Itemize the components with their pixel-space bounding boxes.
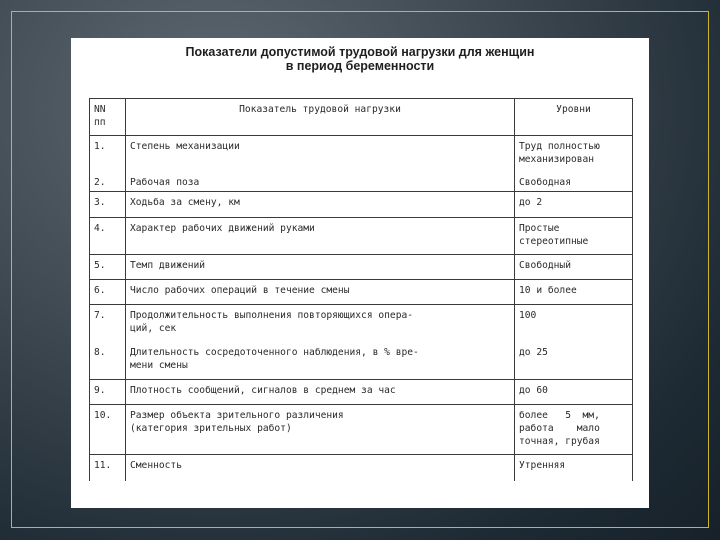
row-parameter: Размер объекта зрительного различения (категория зрительных работ) <box>126 405 515 455</box>
row-level: до 2 <box>515 192 633 218</box>
row-number: 4. <box>90 218 126 255</box>
row-number: 3. <box>90 192 126 218</box>
workload-norms-table <box>89 98 633 481</box>
row-number: 9. <box>90 380 126 405</box>
row-number: 8. <box>90 342 126 380</box>
row-parameter: Продолжительность выполнения повторяющихся опера- ций, сек <box>126 305 515 342</box>
row-parameter: Ходьба за смену, км <box>126 192 515 218</box>
table-row <box>90 255 633 280</box>
table-row <box>90 136 633 172</box>
row-level: Простые стереотипные <box>515 218 633 255</box>
table-row <box>90 305 633 342</box>
row-number: 2. <box>90 172 126 192</box>
row-level: 10 и более <box>515 280 633 305</box>
row-level: до 25 <box>515 342 633 380</box>
row-number: 1. <box>90 136 126 172</box>
table-row <box>90 192 633 218</box>
row-level: 100 <box>515 305 633 342</box>
row-parameter: Темп движений <box>126 255 515 280</box>
table-row <box>90 405 633 455</box>
row-number: 6. <box>90 280 126 305</box>
table-row <box>90 172 633 192</box>
table-row <box>90 380 633 405</box>
row-parameter: Рабочая поза <box>126 172 515 192</box>
document-title-line-2: в период беременности <box>285 59 435 73</box>
table-header-row <box>90 99 633 136</box>
row-level: Свободная <box>515 172 633 192</box>
document-title-line-1: Показатели допустимой трудовой нагрузки для женщин <box>185 45 535 59</box>
row-parameter: Число рабочих операций в течение смены <box>126 280 515 305</box>
row-parameter: Длительность сосредоточенного наблюдения, в % вре- мени смены <box>126 342 515 380</box>
table-row <box>90 455 633 481</box>
document-card <box>71 38 649 508</box>
row-number: 7. <box>90 305 126 342</box>
row-level: Утренняя <box>515 455 633 481</box>
table-row <box>90 218 633 255</box>
row-parameter: Сменность <box>126 455 515 481</box>
row-number: 5. <box>90 255 126 280</box>
row-level: Труд полностью механизирован <box>515 136 633 172</box>
header-number: NN пп <box>90 99 126 136</box>
header-level: Уровни <box>515 99 633 136</box>
row-level: до 60 <box>515 380 633 405</box>
table-row <box>90 342 633 380</box>
header-parameter: Показатель трудовой нагрузки <box>126 99 515 136</box>
document-title <box>71 45 649 73</box>
row-parameter: Характер рабочих движений руками <box>126 218 515 255</box>
row-parameter: Плотность сообщений, сигналов в среднем за час <box>126 380 515 405</box>
row-level: Свободный <box>515 255 633 280</box>
row-level: более 5 мм, работа мало точная, грубая <box>515 405 633 455</box>
row-number: 11. <box>90 455 126 481</box>
row-parameter: Степень механизации <box>126 136 515 172</box>
row-number: 10. <box>90 405 126 455</box>
table-row <box>90 280 633 305</box>
